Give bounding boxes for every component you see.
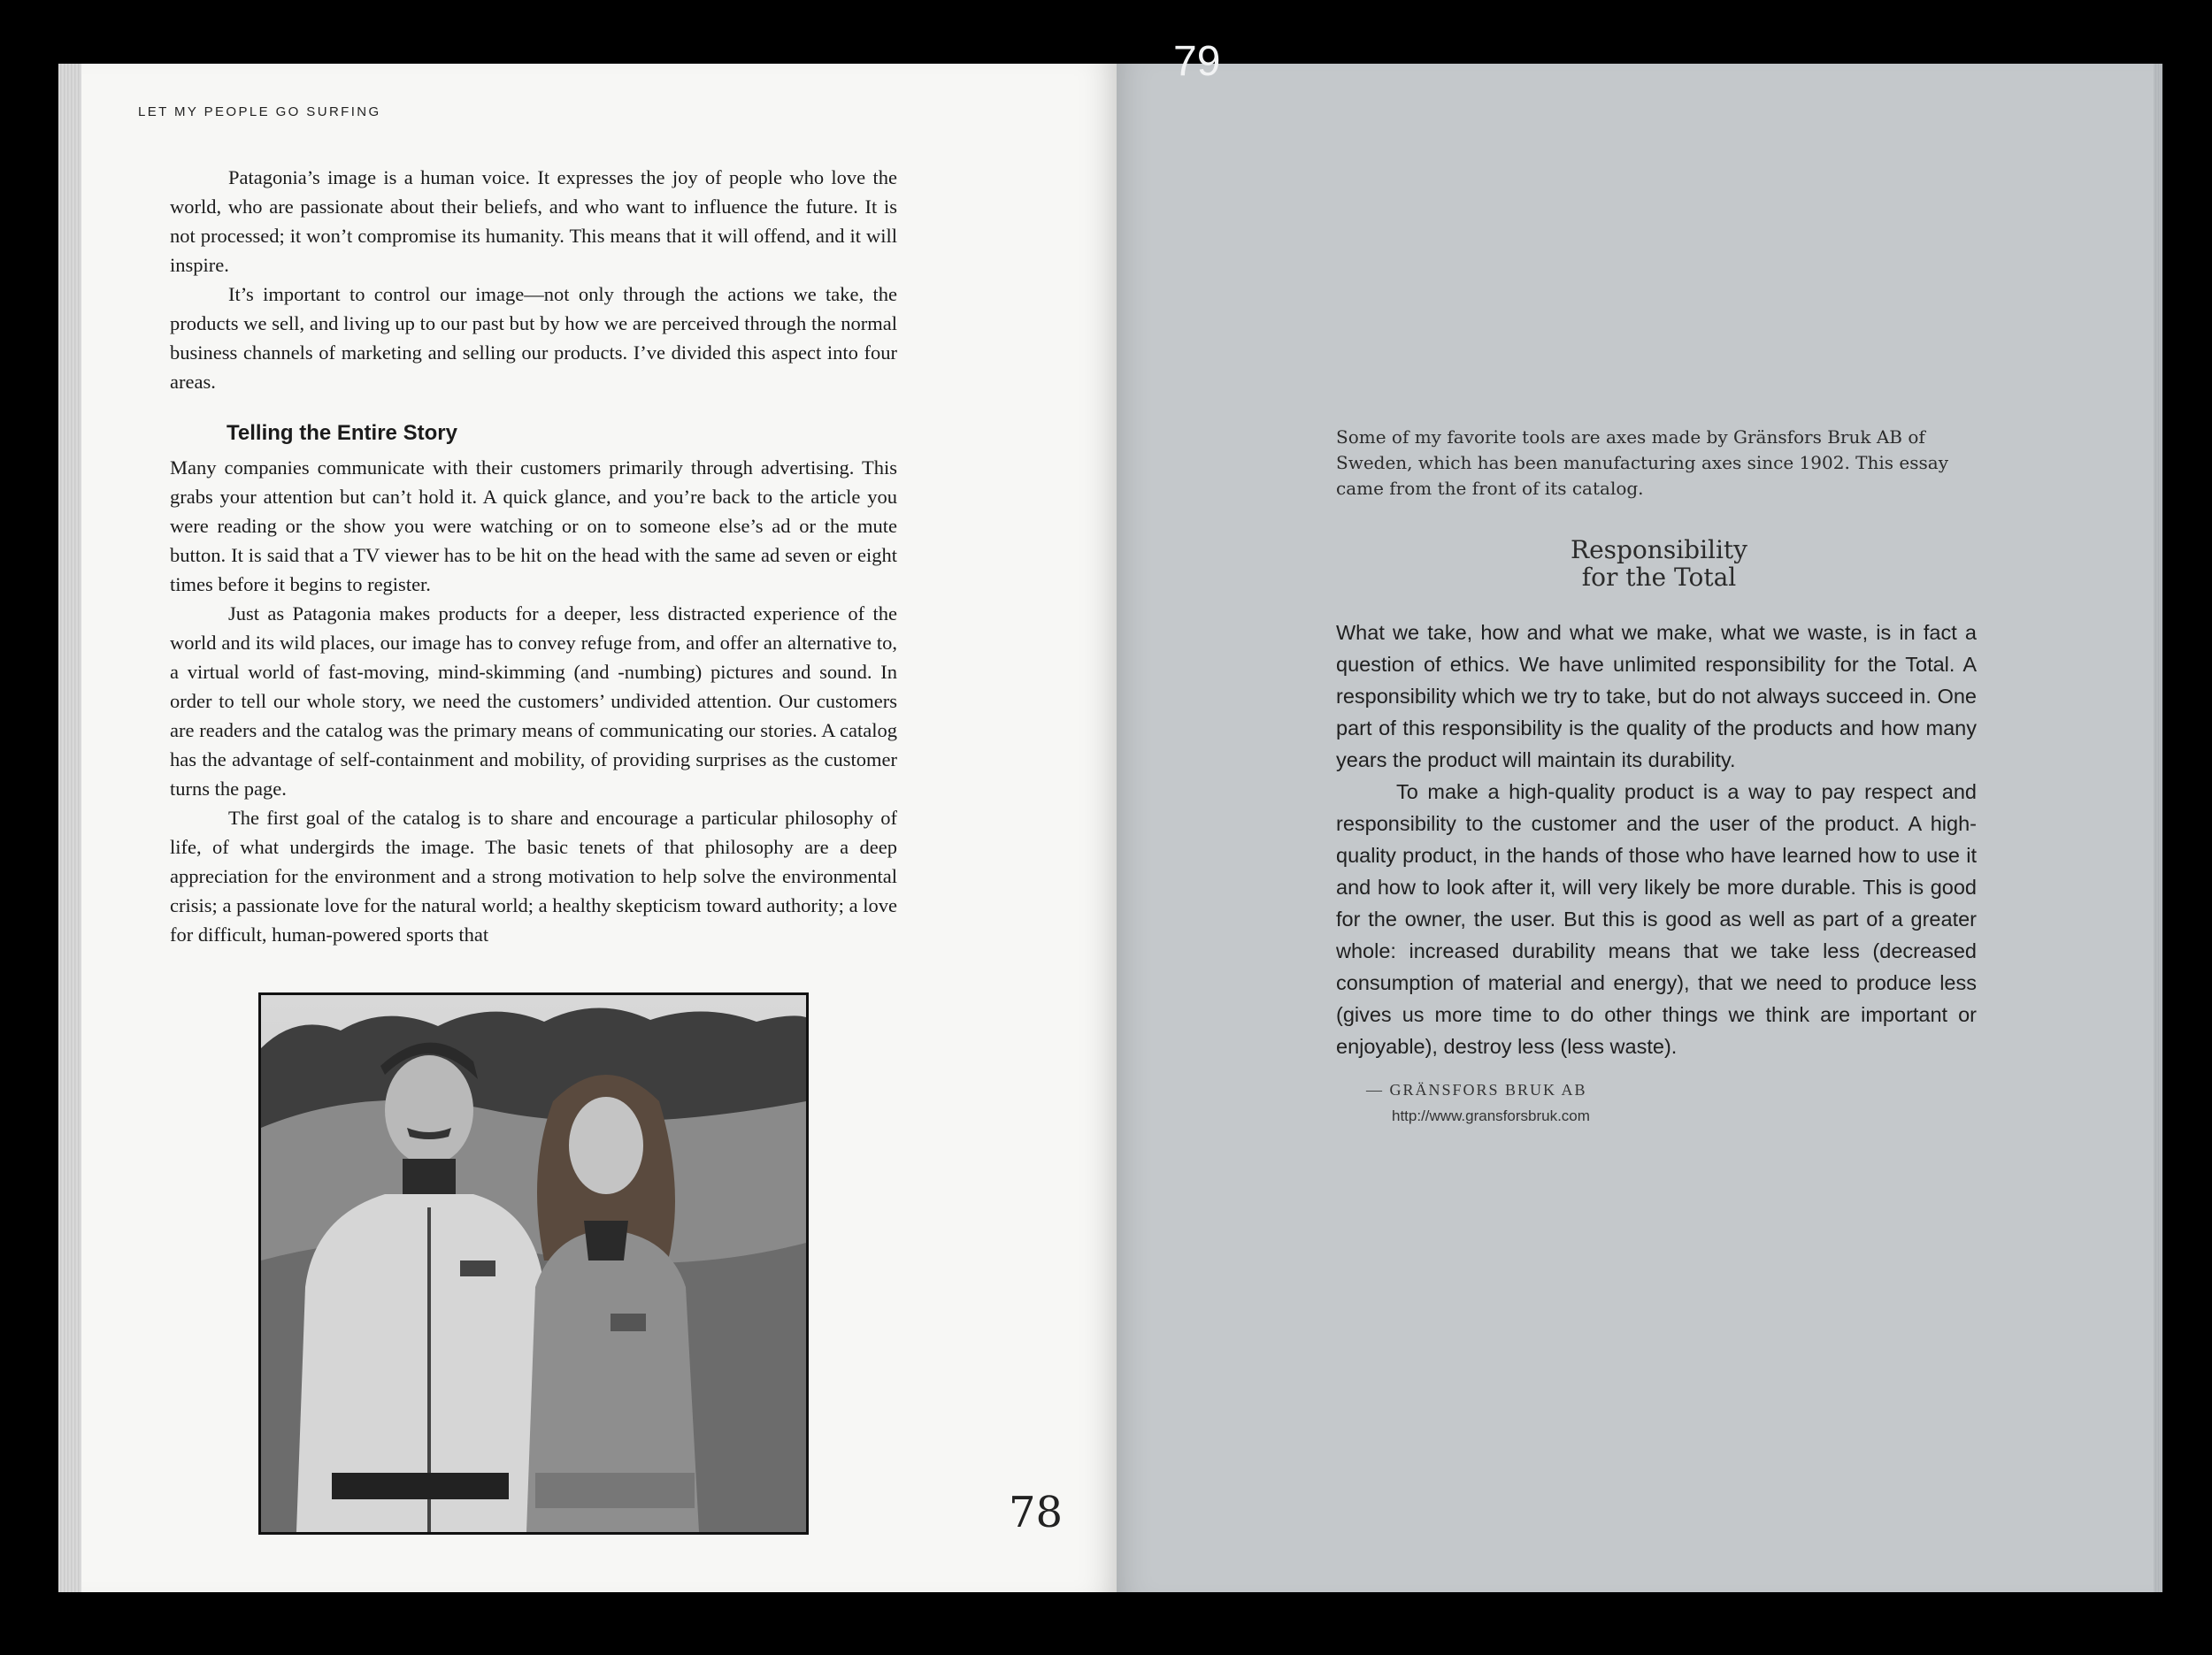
attribution: — GRÄNSFORS BRUK AB [1366, 1081, 1587, 1099]
paragraph: Many companies communicate with their customers primarily through advertising. This grabs your attention but can’t hold it. A quick glance, and you’re back to the article you were reading or the show you were watching or on to someone else’s ad or the mute button. It is said that a TV viewer has to be hit on the head with the same ad seven or eight times before it begins to register. [170, 456, 897, 595]
paragraph: It’s important to control our image—not only through the actions we take, the products we sell, and living up to our past but by how we are perceived through the normal business channels of marketing and selling our products. I’ve divided this aspect into four areas. [170, 283, 897, 393]
paragraph: To make a high-quality product is a way to pay respect and responsibility to the customer and the user of the product. A high-quality product, in the hands of those who have learned how to use it and how to look after it, will very likely be more durable. This is good for the owner, the user. But this is good as well as part of a greater whole: increased durability means that we take less (decreased consumption of material and energy), that we need to produce less (gives us more time to do other things we think are important or enjoyable), destroy less (less waste). [1336, 780, 1977, 1058]
essay-text [1336, 617, 1977, 1062]
essay-title-line: for the Total [1581, 563, 1737, 592]
running-head: LET MY PEOPLE GO SURFING [138, 104, 381, 119]
story-text [170, 453, 897, 949]
intro-text [170, 163, 897, 396]
right-page-edges [2154, 64, 2162, 1592]
section-subhead: Telling the Entire Story [227, 421, 457, 445]
page-number-right: 79 [1173, 38, 1221, 85]
photo-illustration [261, 995, 806, 1532]
left-page [81, 64, 1117, 1592]
paragraph: What we take, how and what we make, what we waste, is in fact a question of ethics. We have unlimited responsibility for the Total. A responsibility which we try to take, but do not always succeed in. One part of this responsibility is the quality of the products and how many years the product will maintain its durability. [1336, 621, 1977, 771]
essay-title-line: Responsibility [1570, 535, 1748, 564]
paragraph: The first goal of the catalog is to share and encourage a particular philosophy of life, of what undergirds the image. The basic tenets of that philosophy are a deep appreciation for the environment and a strong motivation to help solve the environmental crisis; a passionate love for the natural world; a healthy skepticism toward authority; a love for difficult, human-powered sports that [170, 807, 897, 946]
paragraph: Just as Patagonia makes products for a deeper, less distracted experience of the world and its wild places, our image has to convey refuge from, and offer an alternative to, a virtual world of fast-moving, mind-skimming (and -numbing) pictures and sound. In order to tell our whole story, we need the customers’ undivided attention. Our customers are readers and the catalog was the primary means of communicating our stories. A catalog has the advantage of self-containment and mobility, of providing surprises as the customer turns the page. [170, 602, 897, 800]
source-url: http://www.gransforsbruk.com [1392, 1107, 1590, 1124]
page-number-left: 78 [1009, 1488, 1064, 1537]
portrait-photo [258, 992, 809, 1535]
intro-note: Some of my favorite tools are axes made by Gränsfors Bruk AB of Sweden, which has been manufacturing axes since 1902. This essay came from the front of its catalog. [1336, 426, 1948, 499]
essay-title [1336, 536, 1982, 591]
paragraph: Patagonia’s image is a human voice. It expresses the joy of people who love the world, who are passionate about their beliefs, and who want to influence the future. It is not processed; it won’t compromise its humanity. This means that it will offend, and it will inspire. [170, 166, 897, 276]
